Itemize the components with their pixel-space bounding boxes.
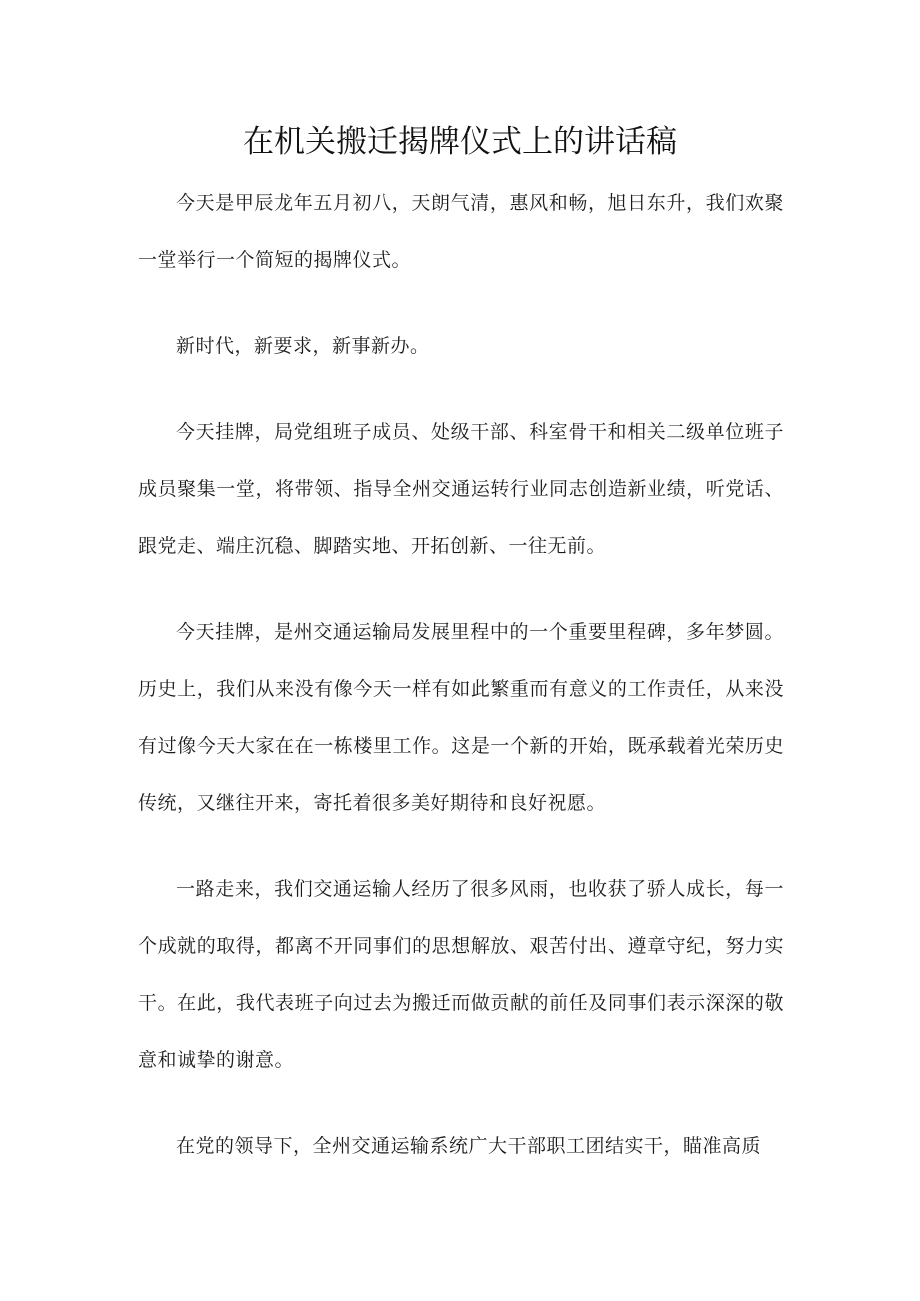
paragraph-2: 新时代，新要求，新事新办。 (176, 335, 430, 357)
paragraph-3: 今天挂牌，局党组班子成员、处级干部、科室骨干和相关二级单位班子成员聚集一堂，将带领、指导全州交通运转行业同志创造新业绩，听党话、跟党走、端庄沉稳、脚踏实地、开拓创新、一往无前。 (138, 421, 784, 557)
document-title: 在机关搬迁揭牌仪式上的讲话稿 (243, 124, 677, 160)
paragraph-5: 一路走来，我们交通运输人经历了很多风雨，也收获了骄人成长，每一个成就的取得，都离不开同事们的思想解放、艰苦付出、遵章守纪，努力实干。在此，我代表班子向过去为搬迁而做贡献的前任及同事们表示深深的敬意和诚挚的谢意。 (138, 878, 784, 1071)
paragraph-6: 在党的领导下，全州交通运输系统广大干部职工团结实干，瞄准高质 (176, 1135, 762, 1157)
paragraph-4: 今天挂牌，是州交通运输局发展里程中的一个重要里程碑，多年梦圆。历史上，我们从来没有像今天一样有如此繁重而有意义的工作责任，从来没有过像今天大家在在一栋楼里工作。这是一个新的开始，既承载着光荣历史传统，又继往开来，寄托着很多美好期待和良好祝愿。 (138, 621, 784, 814)
document-body (138, 175, 784, 1204)
paragraph-1: 今天是甲辰龙年五月初八，天朗气清，惠风和畅，旭日东升，我们欢聚一堂举行一个简短的揭牌仪式。 (138, 192, 784, 271)
